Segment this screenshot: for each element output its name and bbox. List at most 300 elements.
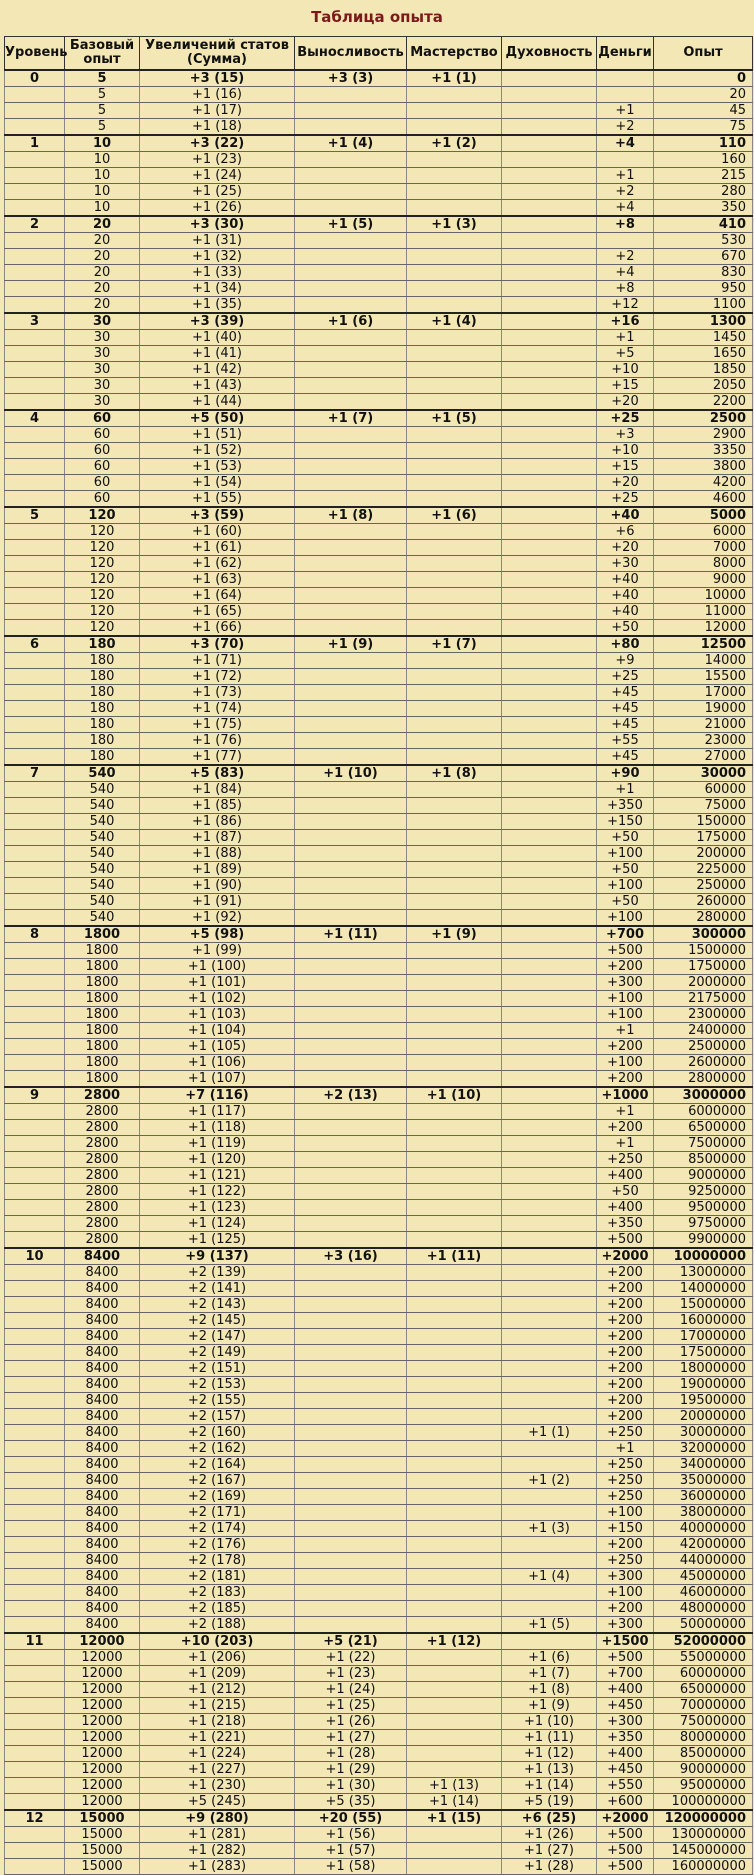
stamina-cell: [295, 991, 407, 1007]
mastery-cell: [407, 378, 502, 394]
level-cell: [5, 249, 65, 265]
stamina-cell: [295, 378, 407, 394]
spirit-cell: [502, 1329, 597, 1345]
stamina-cell: [295, 830, 407, 846]
spirit-cell: [502, 782, 597, 798]
mastery-cell: [407, 1216, 502, 1232]
money-cell: +1: [597, 1136, 654, 1152]
base-xp-cell: 8400: [65, 1489, 140, 1505]
money-cell: +40: [597, 507, 654, 524]
stats-cell: +1 (221): [140, 1730, 295, 1746]
table-row: [5, 1441, 753, 1457]
xp-cell: 80000000: [654, 1730, 753, 1746]
table-row: [5, 410, 753, 427]
xp-cell: 85000000: [654, 1746, 753, 1762]
header-spirit: Духовность: [502, 37, 597, 71]
level-cell: [5, 297, 65, 314]
money-cell: +1: [597, 1104, 654, 1120]
money-cell: +250: [597, 1473, 654, 1489]
level-cell: [5, 1698, 65, 1714]
stats-cell: +1 (53): [140, 459, 295, 475]
base-xp-cell: 20: [65, 249, 140, 265]
stamina-cell: +3 (16): [295, 1248, 407, 1265]
xp-cell: 2200: [654, 394, 753, 411]
spirit-cell: [502, 1313, 597, 1329]
level-cell: [5, 1714, 65, 1730]
table-row: [5, 669, 753, 685]
mastery-cell: [407, 1859, 502, 1875]
mastery-cell: [407, 330, 502, 346]
mastery-cell: +1 (6): [407, 507, 502, 524]
level-cell: [5, 782, 65, 798]
stamina-cell: [295, 249, 407, 265]
stamina-cell: [295, 1473, 407, 1489]
mastery-cell: [407, 362, 502, 378]
xp-cell: 6500000: [654, 1120, 753, 1136]
stats-cell: +3 (30): [140, 216, 295, 233]
money-cell: +8: [597, 216, 654, 233]
mastery-cell: [407, 427, 502, 443]
mastery-cell: [407, 475, 502, 491]
base-xp-cell: 10: [65, 168, 140, 184]
stamina-cell: [295, 1055, 407, 1071]
stamina-cell: +1 (5): [295, 216, 407, 233]
stamina-cell: [295, 1569, 407, 1585]
base-xp-cell: 120: [65, 604, 140, 620]
stamina-cell: [295, 524, 407, 540]
base-xp-cell: 30: [65, 362, 140, 378]
mastery-cell: [407, 1682, 502, 1698]
level-cell: [5, 991, 65, 1007]
mastery-cell: [407, 878, 502, 894]
level-cell: [5, 1168, 65, 1184]
base-xp-cell: 10: [65, 200, 140, 217]
mastery-cell: [407, 1843, 502, 1859]
mastery-cell: [407, 572, 502, 588]
mastery-cell: [407, 1232, 502, 1249]
xp-cell: 2000000: [654, 975, 753, 991]
table-row: [5, 798, 753, 814]
money-cell: +2: [597, 119, 654, 136]
base-xp-cell: 8400: [65, 1425, 140, 1441]
base-xp-cell: 12000: [65, 1633, 140, 1650]
spirit-cell: [502, 103, 597, 119]
xp-cell: 46000000: [654, 1585, 753, 1601]
level-cell: [5, 1827, 65, 1843]
table-row: [5, 1023, 753, 1039]
xp-cell: 17000000: [654, 1329, 753, 1345]
table-row: [5, 1168, 753, 1184]
mastery-cell: +1 (7): [407, 636, 502, 653]
money-cell: +200: [597, 1039, 654, 1055]
level-cell: [5, 1377, 65, 1393]
table-row: [5, 959, 753, 975]
xp-cell: 36000000: [654, 1489, 753, 1505]
xp-cell: 280000: [654, 910, 753, 927]
stats-cell: +1 (26): [140, 200, 295, 217]
xp-cell: 60000: [654, 782, 753, 798]
mastery-cell: [407, 184, 502, 200]
stamina-cell: [295, 281, 407, 297]
table-row: [5, 1120, 753, 1136]
money-cell: +1500: [597, 1633, 654, 1650]
mastery-cell: +1 (5): [407, 410, 502, 427]
stats-cell: +3 (70): [140, 636, 295, 653]
level-cell: [5, 604, 65, 620]
stamina-cell: [295, 427, 407, 443]
stamina-cell: [295, 1361, 407, 1377]
table-row: [5, 1601, 753, 1617]
money-cell: +500: [597, 943, 654, 959]
stats-cell: +2 (185): [140, 1601, 295, 1617]
stamina-cell: [295, 152, 407, 168]
xp-cell: 12000: [654, 620, 753, 637]
xp-cell: 17000: [654, 685, 753, 701]
money-cell: +200: [597, 1409, 654, 1425]
xp-cell: 350: [654, 200, 753, 217]
page-title: Таблица опыта: [311, 8, 443, 26]
stamina-cell: [295, 1297, 407, 1313]
table-row: [5, 119, 753, 136]
stats-cell: +2 (169): [140, 1489, 295, 1505]
level-cell: [5, 491, 65, 508]
mastery-cell: [407, 1393, 502, 1409]
money-cell: +10: [597, 443, 654, 459]
stats-cell: +2 (174): [140, 1521, 295, 1537]
xp-cell: 4200: [654, 475, 753, 491]
base-xp-cell: 10: [65, 184, 140, 200]
xp-cell: 21000: [654, 717, 753, 733]
xp-cell: 3800: [654, 459, 753, 475]
stats-cell: +1 (206): [140, 1650, 295, 1666]
mastery-cell: [407, 830, 502, 846]
table-row: [5, 1329, 753, 1345]
money-cell: +1: [597, 1023, 654, 1039]
base-xp-cell: 20: [65, 216, 140, 233]
base-xp-cell: 180: [65, 636, 140, 653]
level-cell: [5, 427, 65, 443]
stamina-cell: +1 (56): [295, 1827, 407, 1843]
spirit-cell: [502, 394, 597, 411]
stamina-cell: +1 (6): [295, 313, 407, 330]
spirit-cell: [502, 1007, 597, 1023]
xp-cell: 13000000: [654, 1265, 753, 1281]
stamina-cell: [295, 394, 407, 411]
spirit-cell: [502, 152, 597, 168]
stats-cell: +1 (117): [140, 1104, 295, 1120]
base-xp-cell: 30: [65, 330, 140, 346]
stats-cell: +2 (157): [140, 1409, 295, 1425]
base-xp-cell: 12000: [65, 1698, 140, 1714]
money-cell: +200: [597, 1377, 654, 1393]
mastery-cell: [407, 1601, 502, 1617]
spirit-cell: [502, 200, 597, 217]
spirit-cell: +1 (26): [502, 1827, 597, 1843]
base-xp-cell: 30: [65, 346, 140, 362]
stamina-cell: +1 (22): [295, 1650, 407, 1666]
level-cell: [5, 1537, 65, 1553]
mastery-cell: +1 (15): [407, 1810, 502, 1827]
level-cell: 12: [5, 1810, 65, 1827]
spirit-cell: [502, 1168, 597, 1184]
table-row: [5, 103, 753, 119]
money-cell: +200: [597, 1393, 654, 1409]
xp-cell: 45000000: [654, 1569, 753, 1585]
money-cell: +200: [597, 1329, 654, 1345]
base-xp-cell: 1800: [65, 926, 140, 943]
mastery-cell: [407, 1104, 502, 1120]
spirit-cell: [502, 685, 597, 701]
money-cell: +16: [597, 313, 654, 330]
stats-cell: +2 (183): [140, 1585, 295, 1601]
money-cell: +3: [597, 427, 654, 443]
base-xp-cell: 8400: [65, 1329, 140, 1345]
base-xp-cell: 60: [65, 443, 140, 459]
xp-cell: 250000: [654, 878, 753, 894]
stamina-cell: [295, 1265, 407, 1281]
spirit-cell: +1 (9): [502, 1698, 597, 1714]
money-cell: +200: [597, 1361, 654, 1377]
stamina-cell: [295, 943, 407, 959]
mastery-cell: [407, 459, 502, 475]
spirit-cell: [502, 1087, 597, 1104]
table-row: [5, 814, 753, 830]
xp-cell: 9500000: [654, 1200, 753, 1216]
stamina-cell: +2 (13): [295, 1087, 407, 1104]
xp-cell: 9900000: [654, 1232, 753, 1249]
level-cell: [5, 524, 65, 540]
base-xp-cell: 1800: [65, 991, 140, 1007]
level-cell: 4: [5, 410, 65, 427]
money-cell: +45: [597, 701, 654, 717]
stats-cell: +1 (63): [140, 572, 295, 588]
mastery-cell: [407, 152, 502, 168]
stamina-cell: [295, 119, 407, 136]
xp-cell: 44000000: [654, 1553, 753, 1569]
mastery-cell: [407, 394, 502, 411]
mastery-cell: [407, 1055, 502, 1071]
mastery-cell: [407, 1553, 502, 1569]
mastery-cell: [407, 249, 502, 265]
table-row: [5, 701, 753, 717]
mastery-cell: +1 (3): [407, 216, 502, 233]
stamina-cell: +1 (27): [295, 1730, 407, 1746]
xp-cell: 55000000: [654, 1650, 753, 1666]
mastery-cell: [407, 1650, 502, 1666]
stamina-cell: +1 (9): [295, 636, 407, 653]
base-xp-cell: 8400: [65, 1265, 140, 1281]
spirit-cell: [502, 910, 597, 927]
mastery-cell: [407, 103, 502, 119]
table-row: [5, 233, 753, 249]
level-cell: [5, 1265, 65, 1281]
stats-cell: +9 (280): [140, 1810, 295, 1827]
level-cell: [5, 1297, 65, 1313]
level-cell: [5, 556, 65, 572]
base-xp-cell: 8400: [65, 1409, 140, 1425]
level-cell: [5, 330, 65, 346]
xp-cell: 9250000: [654, 1184, 753, 1200]
stats-cell: +2 (188): [140, 1617, 295, 1634]
table-row: [5, 1184, 753, 1200]
money-cell: +100: [597, 846, 654, 862]
spirit-cell: +1 (12): [502, 1746, 597, 1762]
stats-cell: +1 (18): [140, 119, 295, 136]
spirit-cell: [502, 1457, 597, 1473]
spirit-cell: [502, 184, 597, 200]
xp-cell: 11000: [654, 604, 753, 620]
spirit-cell: [502, 1023, 597, 1039]
table-row: [5, 1746, 753, 1762]
money-cell: +100: [597, 910, 654, 927]
level-cell: 1: [5, 135, 65, 152]
stats-cell: +7 (116): [140, 1087, 295, 1104]
level-cell: [5, 1152, 65, 1168]
stats-cell: +5 (245): [140, 1794, 295, 1811]
stamina-cell: [295, 1216, 407, 1232]
mastery-cell: [407, 975, 502, 991]
xp-cell: 175000: [654, 830, 753, 846]
mastery-cell: [407, 943, 502, 959]
table-row: [5, 1521, 753, 1537]
level-cell: [5, 1216, 65, 1232]
level-cell: [5, 1569, 65, 1585]
money-cell: +700: [597, 1666, 654, 1682]
stamina-cell: [295, 200, 407, 217]
xp-cell: 23000: [654, 733, 753, 749]
money-cell: +500: [597, 1843, 654, 1859]
table-row: [5, 1762, 753, 1778]
stats-cell: +1 (121): [140, 1168, 295, 1184]
level-cell: 5: [5, 507, 65, 524]
table-row: [5, 1714, 753, 1730]
base-xp-cell: 1800: [65, 1071, 140, 1088]
stats-cell: +1 (65): [140, 604, 295, 620]
level-cell: [5, 1521, 65, 1537]
spirit-cell: [502, 1248, 597, 1265]
base-xp-cell: 120: [65, 556, 140, 572]
mastery-cell: +1 (12): [407, 1633, 502, 1650]
base-xp-cell: 12000: [65, 1794, 140, 1811]
mastery-cell: [407, 1521, 502, 1537]
money-cell: +250: [597, 1425, 654, 1441]
spirit-cell: [502, 830, 597, 846]
stats-cell: +2 (149): [140, 1345, 295, 1361]
mastery-cell: [407, 1473, 502, 1489]
spirit-cell: [502, 507, 597, 524]
xp-cell: 145000000: [654, 1843, 753, 1859]
mastery-cell: [407, 1714, 502, 1730]
base-xp-cell: 15000: [65, 1843, 140, 1859]
money-cell: +15: [597, 459, 654, 475]
table-row: [5, 765, 753, 782]
xp-cell: 2400000: [654, 1023, 753, 1039]
spirit-cell: +1 (1): [502, 1425, 597, 1441]
spirit-cell: [502, 717, 597, 733]
base-xp-cell: 5: [65, 119, 140, 136]
stamina-cell: [295, 1200, 407, 1216]
stamina-cell: [295, 1007, 407, 1023]
stats-cell: +1 (84): [140, 782, 295, 798]
stats-cell: +2 (141): [140, 1281, 295, 1297]
stats-cell: +1 (88): [140, 846, 295, 862]
money-cell: +45: [597, 685, 654, 701]
stamina-cell: [295, 1489, 407, 1505]
table-row: [5, 620, 753, 637]
stats-cell: +1 (122): [140, 1184, 295, 1200]
level-cell: 9: [5, 1087, 65, 1104]
xp-cell: 35000000: [654, 1473, 753, 1489]
level-cell: [5, 1313, 65, 1329]
xp-cell: 75: [654, 119, 753, 136]
xp-cell: 160: [654, 152, 753, 168]
level-cell: 8: [5, 926, 65, 943]
base-xp-cell: 540: [65, 814, 140, 830]
base-xp-cell: 12000: [65, 1762, 140, 1778]
base-xp-cell: 2800: [65, 1216, 140, 1232]
mastery-cell: [407, 1730, 502, 1746]
spirit-cell: +6 (25): [502, 1810, 597, 1827]
xp-cell: 2050: [654, 378, 753, 394]
stats-cell: +1 (283): [140, 1859, 295, 1875]
money-cell: +450: [597, 1762, 654, 1778]
spirit-cell: [502, 1553, 597, 1569]
table-row: [5, 1313, 753, 1329]
stats-cell: +3 (59): [140, 507, 295, 524]
stamina-cell: +1 (29): [295, 1762, 407, 1778]
base-xp-cell: 60: [65, 410, 140, 427]
money-cell: +1: [597, 168, 654, 184]
stamina-cell: [295, 894, 407, 910]
stamina-cell: [295, 1184, 407, 1200]
base-xp-cell: 15000: [65, 1827, 140, 1843]
xp-cell: 1750000: [654, 959, 753, 975]
stamina-cell: [295, 168, 407, 184]
mastery-cell: [407, 1361, 502, 1377]
stamina-cell: [295, 1409, 407, 1425]
stamina-cell: [295, 346, 407, 362]
xp-cell: 27000: [654, 749, 753, 766]
xp-cell: 4600: [654, 491, 753, 508]
money-cell: +6: [597, 524, 654, 540]
stats-cell: +1 (101): [140, 975, 295, 991]
stamina-cell: +1 (7): [295, 410, 407, 427]
xp-cell: 7500000: [654, 1136, 753, 1152]
stats-cell: +2 (171): [140, 1505, 295, 1521]
level-cell: [5, 1859, 65, 1875]
stats-cell: +1 (120): [140, 1152, 295, 1168]
level-cell: [5, 1329, 65, 1345]
stamina-cell: +1 (4): [295, 135, 407, 152]
base-xp-cell: 1800: [65, 1039, 140, 1055]
table-row: [5, 330, 753, 346]
stats-cell: +10 (203): [140, 1633, 295, 1650]
spirit-cell: [502, 1216, 597, 1232]
table-row: [5, 1633, 753, 1650]
stamina-cell: [295, 556, 407, 572]
level-cell: [5, 910, 65, 927]
table-row: [5, 1297, 753, 1313]
xp-cell: 0: [654, 70, 753, 87]
stamina-cell: [295, 685, 407, 701]
stats-cell: +1 (107): [140, 1071, 295, 1088]
stats-cell: +1 (66): [140, 620, 295, 637]
money-cell: +600: [597, 1794, 654, 1811]
mastery-cell: [407, 1345, 502, 1361]
level-cell: [5, 1553, 65, 1569]
spirit-cell: [502, 443, 597, 459]
header-level: Уровень: [5, 37, 65, 71]
